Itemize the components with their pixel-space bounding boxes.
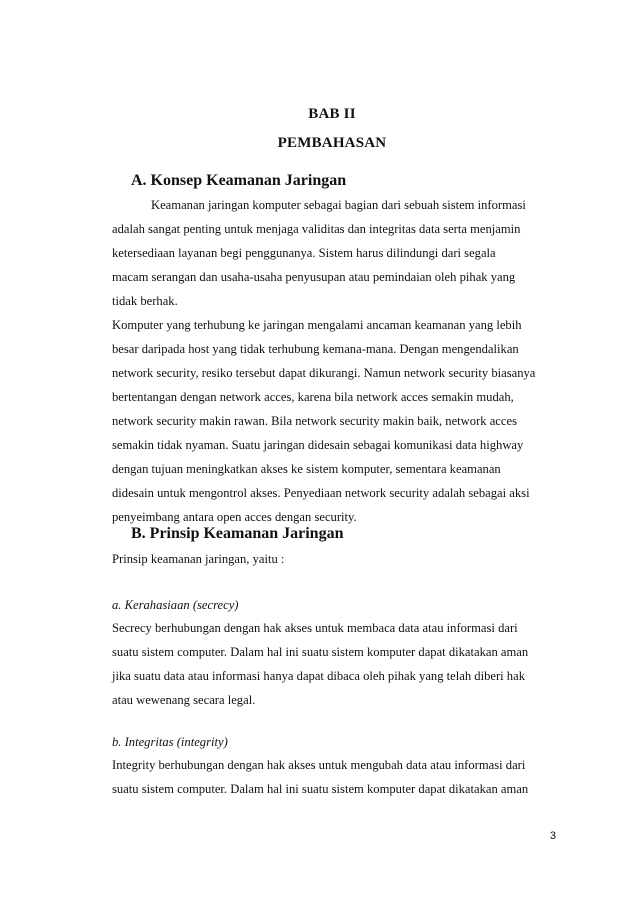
paragraph-line: network security, resiko tersebut dapat dikurangi. Namun network security biasanya (112, 366, 536, 380)
paragraph-line: Keamanan jaringan komputer sebagai bagian dari sebuah sistem informasi (151, 198, 526, 212)
chapter-label: BAB II (308, 106, 356, 122)
paragraph-line: dengan tujuan meningkatkan akses ke sistem komputer, sementara keamanan (112, 462, 501, 476)
paragraph-line: suatu sistem computer. Dalam hal ini suatu sistem komputer dapat dikatakan aman (112, 782, 529, 796)
paragraph-line: bertentangan dengan network acces, karena bila network acces semakin mudah, (112, 390, 514, 404)
paragraph-line: Komputer yang terhubung ke jaringan mengalami ancaman keamanan yang lebih (112, 318, 522, 332)
paragraph-line: adalah sangat penting untuk menjaga validitas dan integritas data serta menjamin (112, 222, 521, 236)
paragraph-line: penyeimbang antara open acces dengan security. (112, 510, 357, 524)
paragraph-line: besar daripada host yang tidak terhubung kemana-mana. Dengan mengendalikan (112, 342, 519, 356)
item-a-title: a. Kerahasiaan (secrecy) (112, 598, 239, 612)
section-b-intro: Prinsip keamanan jaringan, yaitu : (112, 552, 285, 566)
paragraph-line: suatu sistem computer. Dalam hal ini suatu sistem komputer dapat dikatakan aman (112, 645, 529, 659)
section-b-heading: B. Prinsip Keamanan Jaringan (131, 525, 344, 542)
paragraph-line: ketersediaan layanan begi penggunanya. Sistem harus dilindungi dari segala (112, 246, 496, 260)
page-number: 3 (549, 830, 556, 842)
item-b-title: b. Integritas (integrity) (112, 735, 228, 749)
paragraph-line: Integrity berhubungan dengan hak akses untuk mengubah data atau informasi dari (112, 758, 526, 772)
section-a-heading: A. Konsep Keamanan Jaringan (131, 172, 347, 189)
paragraph-line: atau wewenang secara legal. (112, 693, 256, 707)
chapter-title: PEMBAHASAN (277, 135, 387, 151)
paragraph-line: didesain untuk mengontrol akses. Penyediaan network security adalah sebagai aksi (112, 486, 530, 500)
paragraph-line: semakin tidak nyaman. Suatu jaringan didesain sebagai komunikasi data highway (112, 438, 524, 452)
paragraph-line: tidak berhak. (112, 294, 178, 308)
paragraph-line: macam serangan dan usaha-usaha penyusupan atau pemindaian oleh pihak yang (112, 270, 516, 284)
paragraph-line: network security makin rawan. Bila network security makin baik, network acces (112, 414, 517, 428)
paragraph-line: Secrecy berhubungan dengan hak akses untuk membaca data atau informasi dari (112, 621, 518, 635)
paragraph-line: jika suatu data atau informasi hanya dapat dibaca oleh pihak yang telah diberi hak (112, 669, 525, 683)
